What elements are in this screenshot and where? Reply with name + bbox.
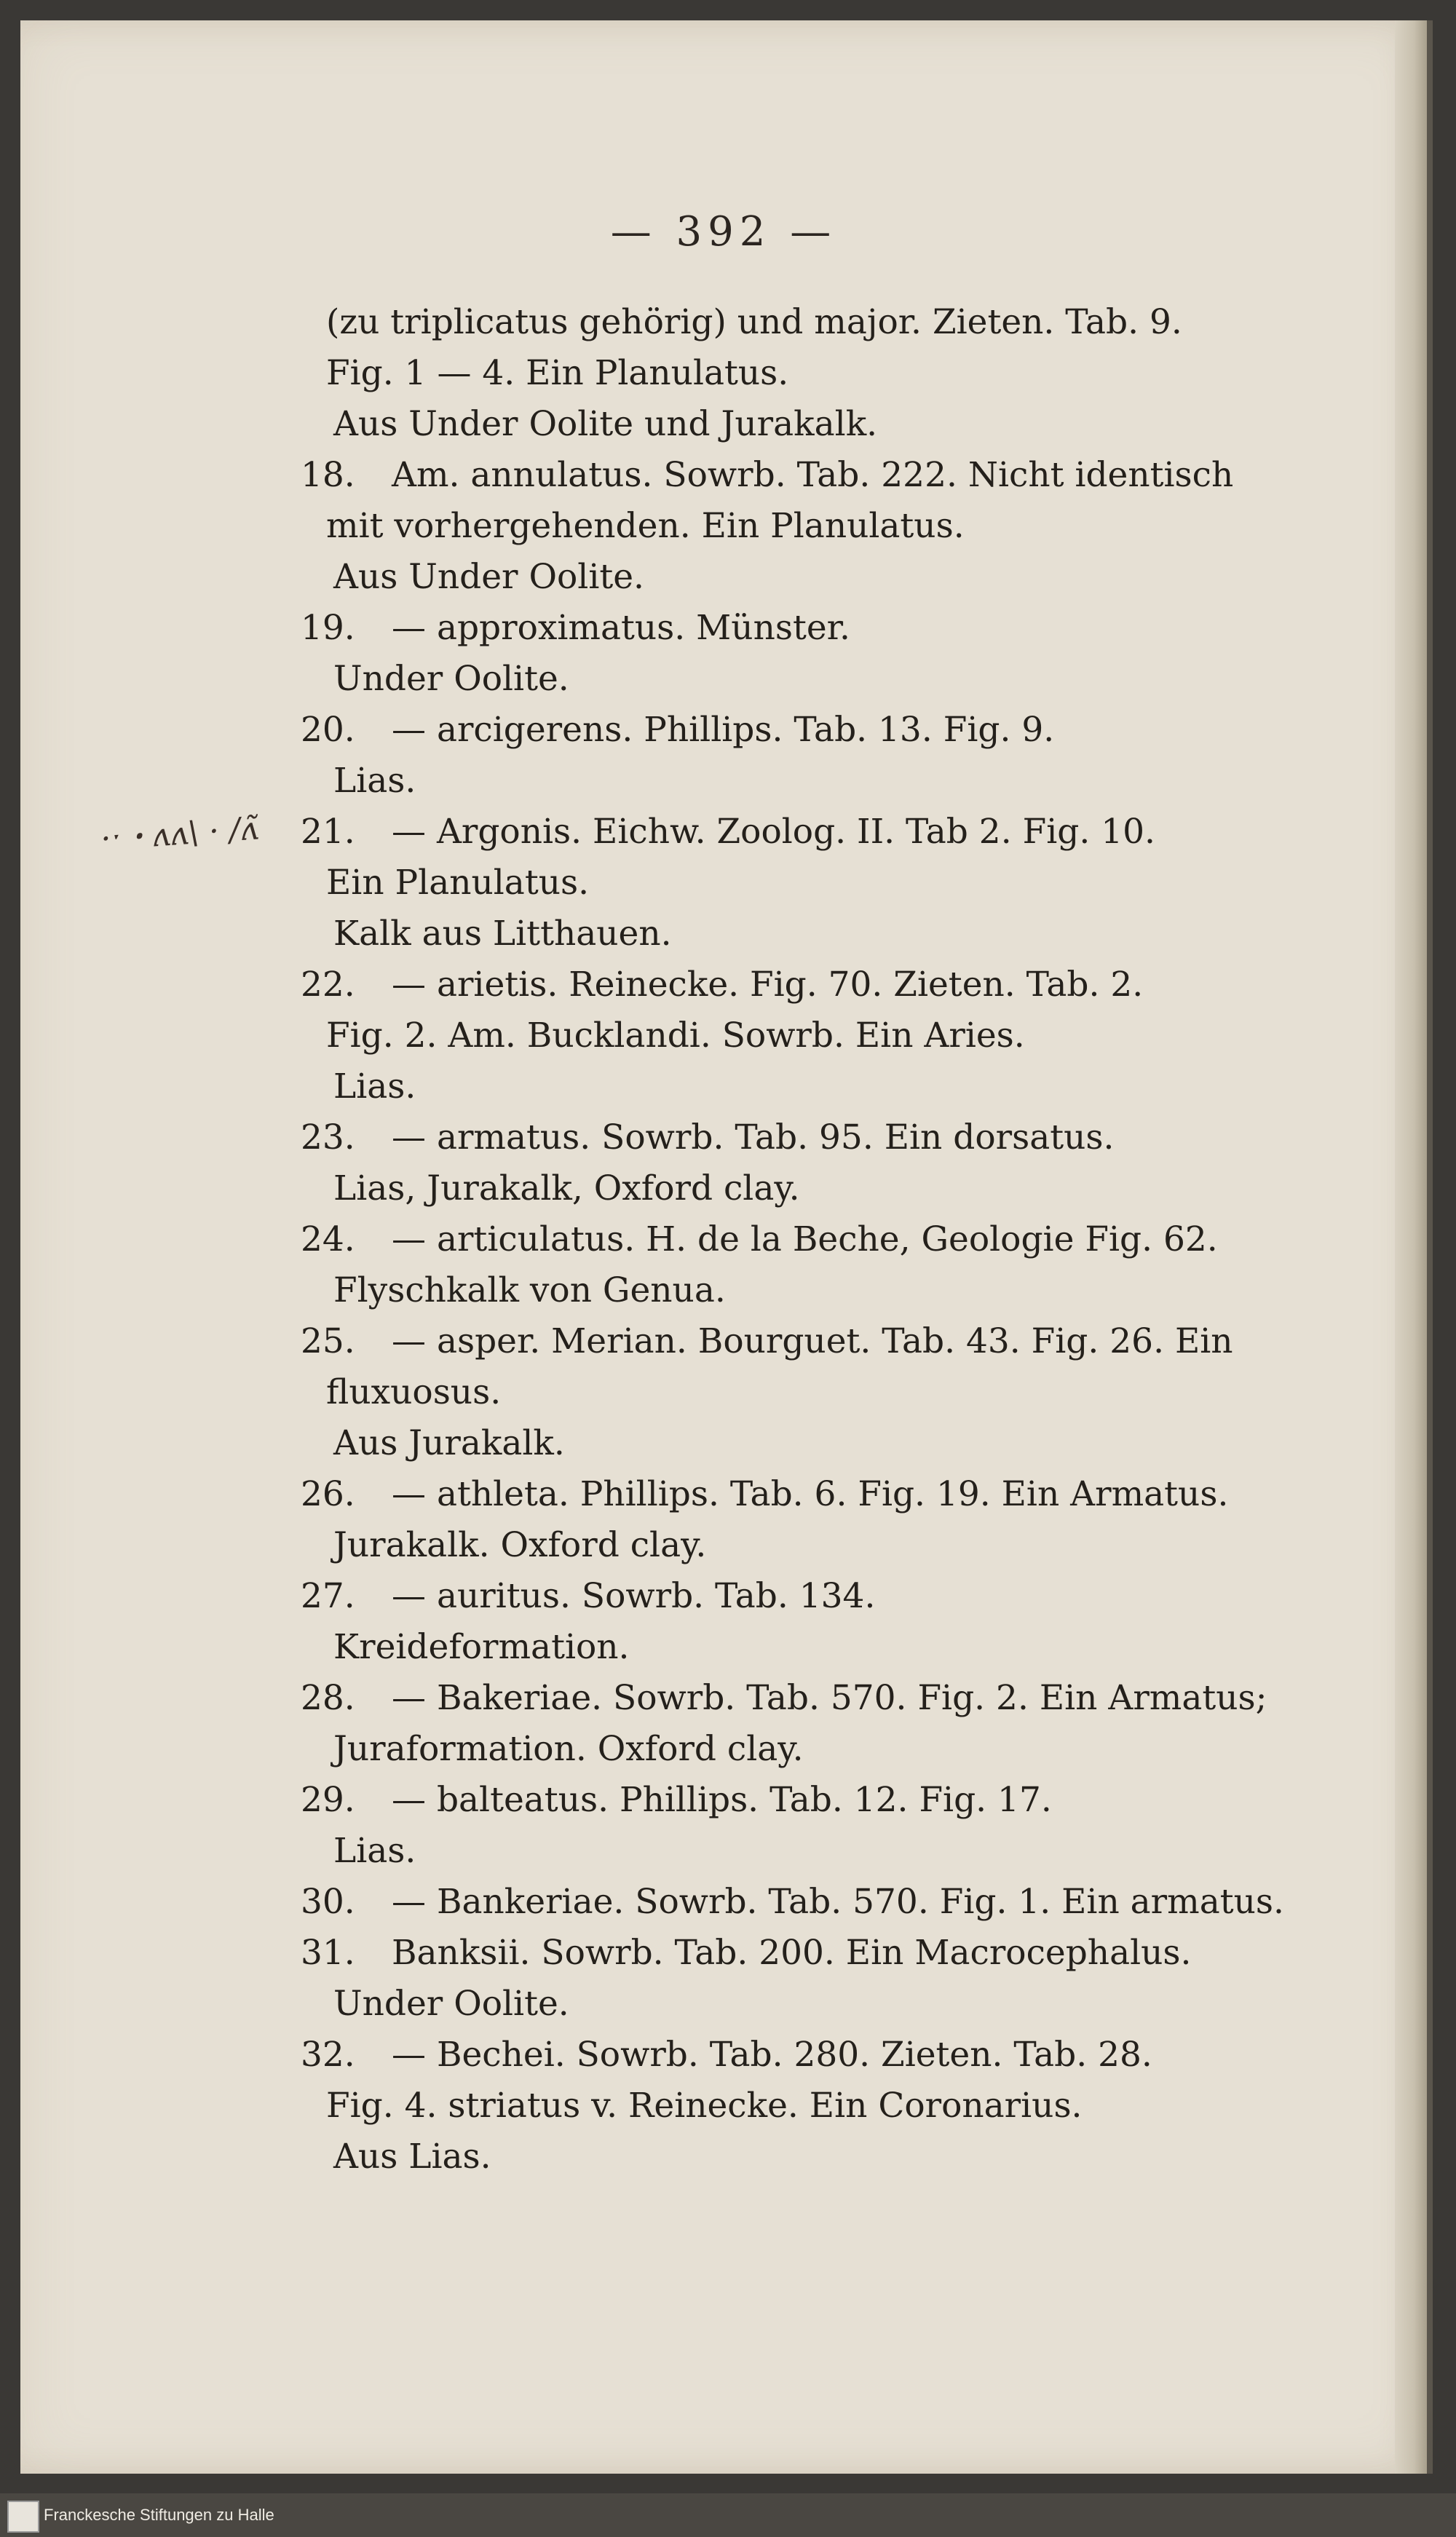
text-line: (zu triplicatus gehörig) und major. Zieten. Tab. 9.: [326, 302, 1182, 342]
text-line: Fig. 2. Am. Bucklandi. Sowrb. Ein Aries.: [326, 1016, 1025, 1056]
entry-number: 24.: [301, 1219, 355, 1259]
entry-number: 26.: [301, 1474, 355, 1514]
text-line: Aus Under Oolite.: [333, 557, 644, 597]
text-line: Lias.: [333, 1831, 416, 1871]
entry-number: 18.: [301, 455, 355, 495]
margin-handwriting: ·ˑ ꞏ ʌʌ\ · /ʌ̃: [99, 810, 260, 858]
entry-line: 28. — Bakeriae. Sowrb. Tab. 570. Fig. 2. Ein Armatus;: [261, 1673, 1353, 1724]
entry-line: 24. — articulatus. H. de la Beche, Geologie Fig. 62.: [261, 1214, 1353, 1265]
entry-number: 27.: [301, 1576, 355, 1616]
entry-line: 21. — Argonis. Eichw. Zoolog. II. Tab 2. Fig. 10.: [261, 807, 1353, 858]
text-line: Flyschkalk von Genua.: [333, 1270, 726, 1310]
text-line: mit vorhergehenden. Ein Planulatus.: [326, 506, 965, 546]
text-line: fluxuosus.: [326, 1372, 502, 1412]
entry-number: 30.: [301, 1882, 355, 1922]
text-line: Aus Under Oolite und Jurakalk.: [333, 404, 878, 444]
entry-number: 22.: [301, 965, 355, 1005]
text-line: Lias.: [333, 1066, 416, 1107]
entry-line: 29. — balteatus. Phillips. Tab. 12. Fig. 17.: [261, 1775, 1353, 1826]
archive-logo: [7, 2501, 39, 2533]
entry-line: 30. — Bankeriae. Sowrb. Tab. 570. Fig. 1. Ein armatus.: [261, 1877, 1353, 1928]
text-line: Kreideformation.: [333, 1627, 630, 1667]
text-line: Aus Lias.: [333, 2137, 491, 2177]
entry-line: 22. — arietis. Reinecke. Fig. 70. Zieten. Tab. 2.: [261, 959, 1353, 1010]
text-line: Under Oolite.: [333, 659, 569, 699]
text-line: Under Oolite.: [333, 1984, 569, 2024]
entry-number: 23.: [301, 1117, 355, 1157]
entry-number: 28.: [301, 1678, 355, 1718]
entry-number: 21.: [301, 812, 355, 852]
entry-line: 32. — Bechei. Sowrb. Tab. 280. Zieten. Tab. 28.: [261, 2030, 1353, 2081]
entry-number: 32.: [301, 2035, 355, 2075]
entry-line: 18. Am. annulatus. Sowrb. Tab. 222. Nicht identisch: [261, 450, 1353, 501]
text-line: Lias, Jurakalk, Oxford clay.: [333, 1168, 800, 1208]
text-line: Jurakalk. Oxford clay.: [333, 1525, 707, 1565]
entry-number: 31.: [301, 1933, 355, 1973]
text-line: Fig. 1 — 4. Ein Planulatus.: [326, 353, 789, 393]
entry-number: 29.: [301, 1780, 355, 1820]
page-text: [261, 297, 1353, 2182]
entry-number: 25.: [301, 1321, 355, 1361]
page-gutter: [1395, 20, 1427, 2474]
text-line: Aus Jurakalk.: [333, 1423, 565, 1463]
archive-footer: [0, 2493, 1456, 2537]
entry-line: 31. Banksii. Sowrb. Tab. 200. Ein Macrocephalus.: [261, 1928, 1353, 1979]
entry-line: 25. — asper. Merian. Bourguet. Tab. 43. Fig. 26. Ein: [261, 1316, 1353, 1367]
entry-line: 27. — auritus. Sowrb. Tab. 134.: [261, 1571, 1353, 1622]
entry-number: 19.: [301, 608, 355, 648]
book-page: [20, 20, 1433, 2474]
entry-line: 23. — armatus. Sowrb. Tab. 95. Ein dorsatus.: [261, 1112, 1353, 1163]
entry-number: 20.: [301, 710, 355, 750]
entry-line: 19. — approximatus. Münster.: [261, 603, 1353, 654]
text-line: Kalk aus Litthauen.: [333, 914, 672, 954]
text-line: Ein Planulatus.: [326, 863, 590, 903]
text-line: Juraformation. Oxford clay.: [333, 1729, 804, 1769]
text-line: Lias.: [333, 761, 416, 801]
entry-line: 26. — athleta. Phillips. Tab. 6. Fig. 19. Ein Armatus.: [261, 1469, 1353, 1520]
entry-line: 20. — arcigerens. Phillips. Tab. 13. Fig. 9.: [261, 705, 1353, 756]
page-number: — 392 —: [610, 208, 837, 256]
text-line: Fig. 4. striatus v. Reinecke. Ein Coronarius.: [326, 2086, 1083, 2126]
footer-text: Franckesche Stiftungen zu Halle: [44, 2506, 274, 2524]
